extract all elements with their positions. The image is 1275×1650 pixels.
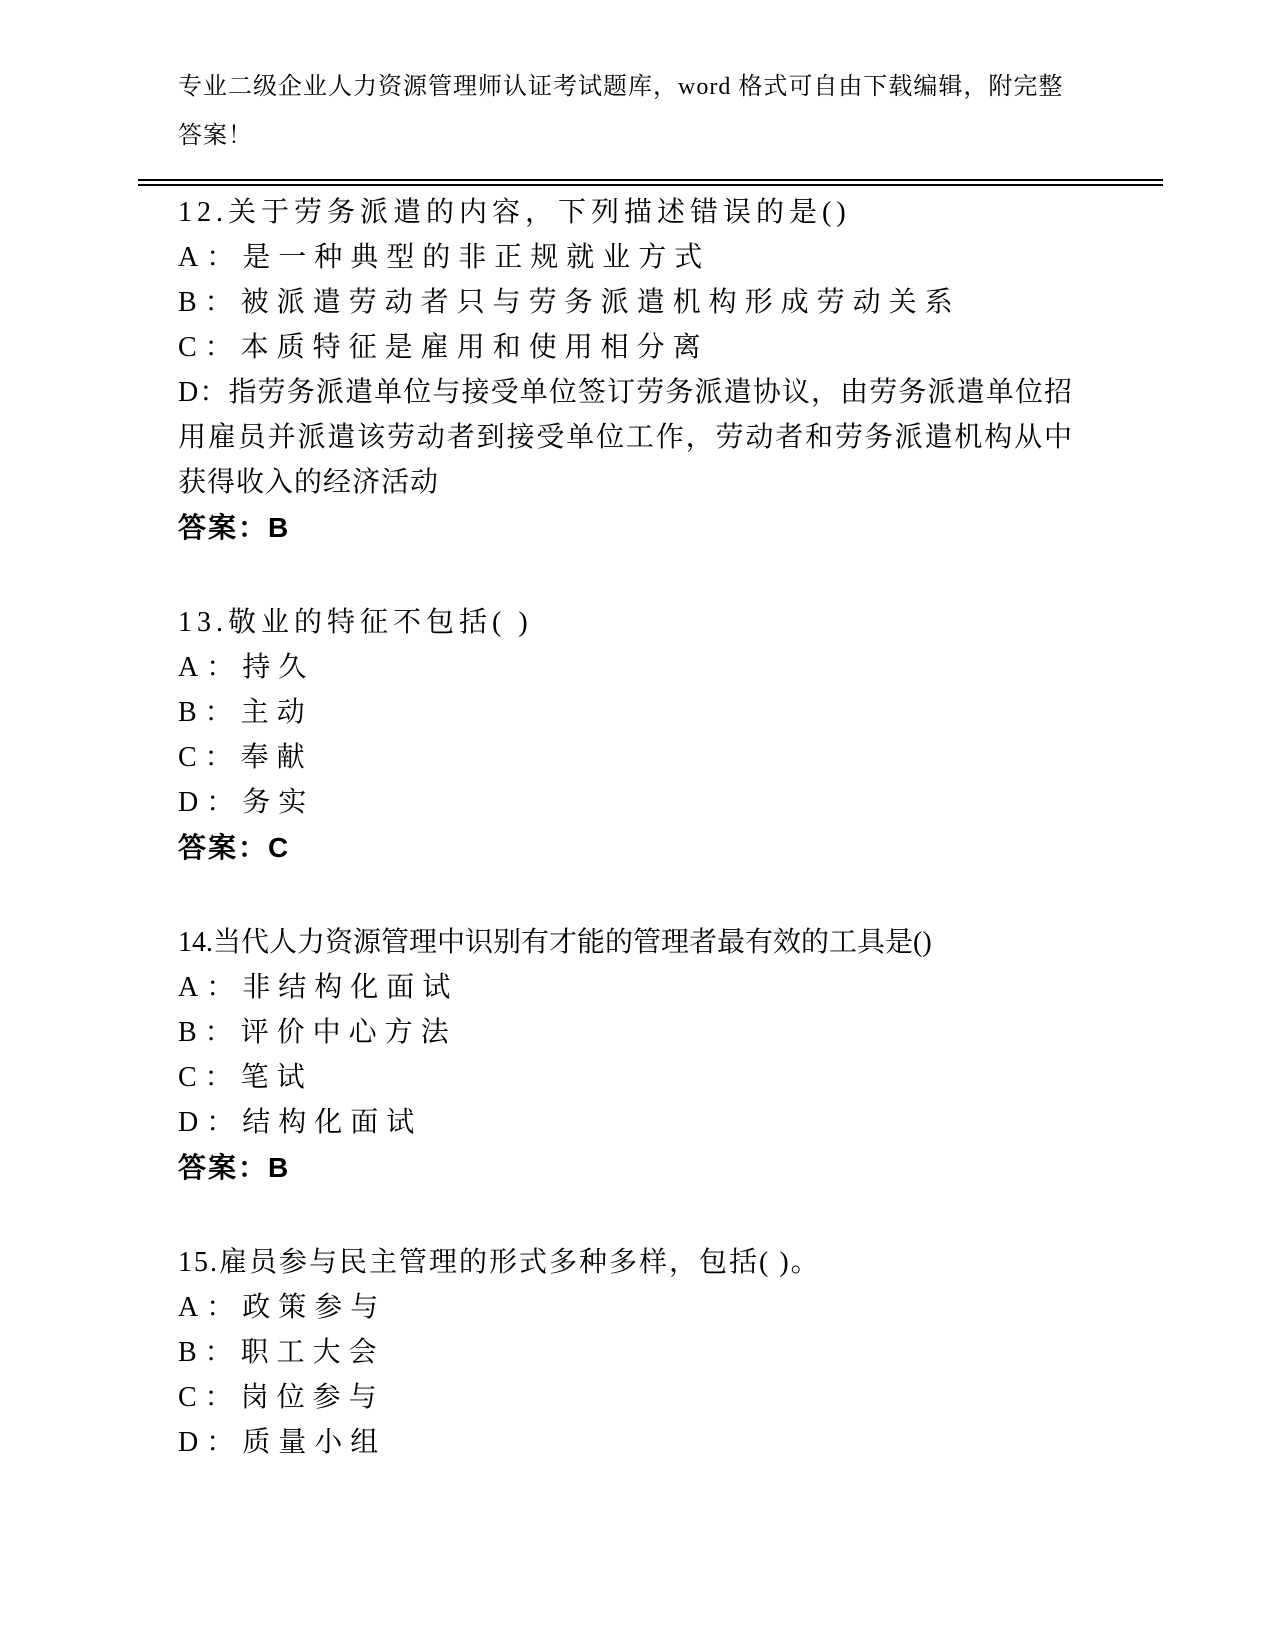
question-15 <box>178 1240 1073 1465</box>
question-13 <box>178 600 1073 870</box>
question-12-option-a: A：是一种典型的非正规就业方式 <box>178 242 711 273</box>
question-13-option-d: D：务实 <box>178 787 315 818</box>
question-12-option-d: D：指劳务派遣单位与接受单位签订劳务派遣协议，由劳务派遣单位招用雇员并派遣该劳动者到接受单位工作，劳动者和劳务派遣机构从中获得收入的经济活动 <box>178 377 1073 498</box>
question-13-option-b: B：主动 <box>178 697 313 728</box>
question-14-option-a: A：非结构化面试 <box>178 972 459 1003</box>
question-15-title: 15.雇员参与民主管理的形式多种多样，包括( )。 <box>178 1247 821 1278</box>
question-12-option-c: C：本质特征是雇用和使用相分离 <box>178 332 709 363</box>
header-divider-double-line <box>138 179 1163 186</box>
question-14 <box>178 920 1073 1190</box>
question-15-option-b: B：职工大会 <box>178 1337 385 1368</box>
question-12 <box>178 190 1073 550</box>
question-14-answer: 答案：B <box>178 1152 291 1183</box>
question-13-title: 13.敬业的特征不包括( ) <box>178 607 533 638</box>
question-14-title: 14.当代人力资源管理中识别有才能的管理者最有效的工具是() <box>178 927 932 958</box>
question-12-title: 12.关于劳务派遣的内容，下列描述错误的是() <box>178 197 851 228</box>
question-14-option-d: D：结构化面试 <box>178 1107 423 1138</box>
question-15-option-d: D：质量小组 <box>178 1427 387 1458</box>
page-header-note: 专业二级企业人力资源管理师认证考试题库，word 格式可自由下载编辑，附完整答案！ <box>178 74 1064 149</box>
question-15-option-c: C：岗位参与 <box>178 1382 385 1413</box>
question-12-option-b: B：被派遣劳动者只与劳务派遣机构形成劳动关系 <box>178 287 961 318</box>
question-14-option-b: B：评价中心方法 <box>178 1017 457 1048</box>
question-14-option-c: C：笔试 <box>178 1062 313 1093</box>
question-13-answer: 答案：C <box>178 832 291 863</box>
question-13-option-c: C：奉献 <box>178 742 313 773</box>
question-12-answer: 答案：B <box>178 512 291 543</box>
question-15-option-a: A：政策参与 <box>178 1292 387 1323</box>
question-13-option-a: A：持久 <box>178 652 315 683</box>
questions-content <box>178 190 1073 1465</box>
